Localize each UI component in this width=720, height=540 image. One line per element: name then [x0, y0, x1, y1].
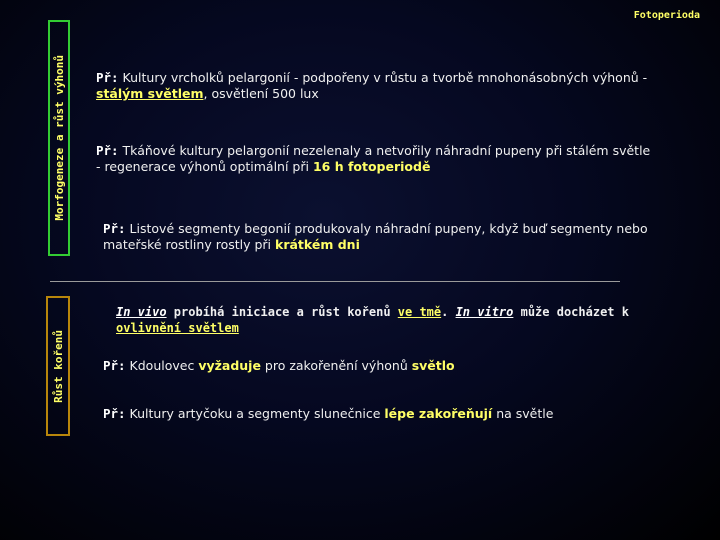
section-label-roots-text: Růst kořenů — [51, 329, 65, 403]
paragraph-text: , osvětlení 500 lux — [203, 86, 319, 101]
paragraph-root-initiation — [116, 304, 636, 336]
paragraph-text: . — [441, 305, 456, 319]
paragraph-artichoke — [103, 406, 663, 422]
highlight-light-influence: ovlivnění světlem — [116, 321, 239, 335]
paragraph-text: na světle — [492, 406, 554, 421]
term-in-vivo: In vivo — [116, 305, 167, 319]
paragraph-text: Kultury artyčoku a segmenty slunečnice — [125, 406, 385, 421]
highlight-photoperiod: 16 h fotoperiodě — [312, 159, 431, 174]
paragraph-text: Listové segmenty begonií produkovaly náhradní pupeny, když buď segmenty nebo mateřské rostliny rostly při — [103, 221, 648, 252]
example-prefix: Př: — [103, 358, 126, 373]
highlight-requires: vyžaduje — [198, 358, 261, 373]
highlight-constant-light: stálým světlem — [96, 86, 204, 101]
section-label-shoots — [48, 20, 70, 256]
slide-title: Fotoperioda — [633, 10, 700, 21]
paragraph-pelargonium-apex — [96, 70, 656, 102]
term-in-vitro: In vitro — [455, 305, 514, 319]
highlight-short-day: krátkém dni — [275, 237, 360, 252]
example-prefix: Př: — [103, 406, 126, 421]
paragraph-text: pro zakořenění výhonů — [260, 358, 412, 373]
highlight-light: světlo — [411, 358, 455, 373]
paragraph-text: Kdoulovec — [125, 358, 199, 373]
paragraph-text: Kultury vrcholků pelargonií - podpořeny v růstu a tvorbě mnohonásobných výhonů - — [118, 70, 648, 85]
paragraph-text: probíhá iniciace a růst kořenů — [166, 305, 398, 319]
section-label-roots — [46, 296, 70, 436]
section-label-shoots-text: Morfogeneze a růst výhonů — [52, 55, 66, 221]
highlight-darkness: ve tmě — [397, 305, 442, 319]
paragraph-pelargonium-tissue — [96, 143, 656, 175]
paragraph-begonia-segments — [103, 221, 663, 253]
example-prefix: Př: — [96, 70, 119, 85]
paragraph-text: může docházet k — [513, 305, 629, 319]
highlight-better-rooting: lépe zakořeňují — [384, 406, 493, 421]
example-prefix: Př: — [103, 221, 126, 236]
paragraph-text: Tkáňové kultury pelargonií nezelenaly a netvořily náhradní pupeny při stálém světle - regenerace výhonů optimální při — [96, 143, 651, 174]
example-prefix: Př: — [96, 143, 119, 158]
section-divider — [50, 281, 620, 282]
paragraph-quince — [103, 358, 663, 374]
